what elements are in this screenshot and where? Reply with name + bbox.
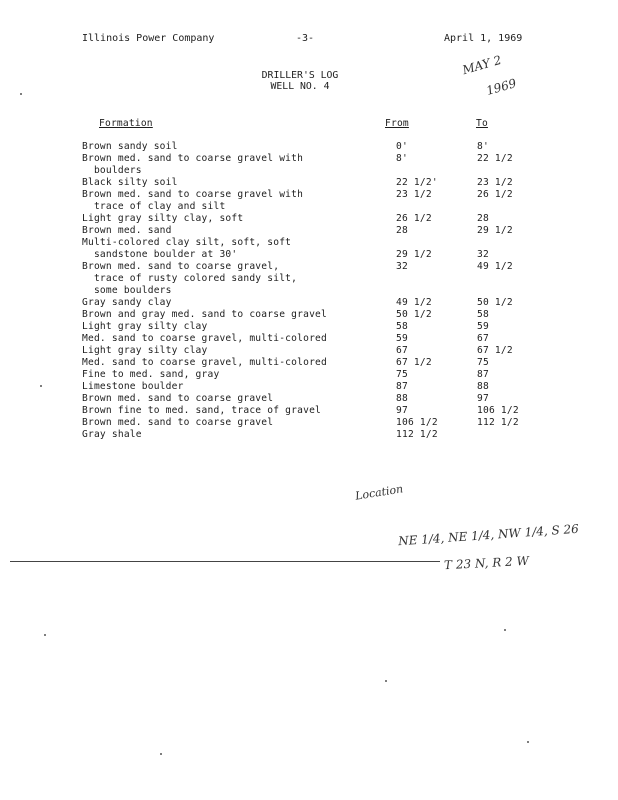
log-row-formation: Fine to med. sand, gray xyxy=(82,369,220,380)
scan-speck xyxy=(20,93,22,95)
log-row-to: 58 xyxy=(477,309,489,320)
scan-speck xyxy=(527,741,529,743)
log-row-formation: Brown med. sand to coarse gravel xyxy=(82,393,274,404)
column-header-formation: Formation xyxy=(99,118,153,129)
log-row-from: 8' xyxy=(396,153,408,164)
log-row-from: 59 xyxy=(396,333,408,344)
log-row-formation: Light gray silty clay xyxy=(82,321,208,332)
log-row-formation: Brown med. sand to coarse gravel xyxy=(82,417,274,428)
log-row-formation: boulders xyxy=(82,165,142,176)
log-row-formation: Black silty soil xyxy=(82,177,178,188)
log-row-from: 97 xyxy=(396,405,408,416)
log-row-formation: Gray sandy clay xyxy=(82,297,172,308)
log-row-to: 67 xyxy=(477,333,489,344)
log-row-formation: Brown med. sand to coarse gravel, xyxy=(82,261,280,272)
log-row-to: 97 xyxy=(477,393,489,404)
log-row-formation: Gray shale xyxy=(82,429,142,440)
log-row-to: 32 xyxy=(477,249,489,260)
log-row-formation: Limestone boulder xyxy=(82,381,184,392)
log-row-formation: Med. sand to coarse gravel, multi-colored xyxy=(82,333,328,344)
log-row-from: 22 1/2' xyxy=(396,177,438,188)
log-row-formation: Light gray silty clay xyxy=(82,345,208,356)
log-row-formation: some boulders xyxy=(82,285,172,296)
log-row-formation: Med. sand to coarse gravel, multi-colored xyxy=(82,357,328,368)
log-row-from: 106 1/2 xyxy=(396,417,438,428)
handwritten-township: T 23 N, R 2 W xyxy=(443,553,530,573)
well-number: WELL NO. 4 xyxy=(270,81,330,92)
log-row-formation: Multi-colored clay silt, soft, soft xyxy=(82,237,292,248)
log-row-formation: Brown and gray med. sand to coarse gravel xyxy=(82,309,328,320)
log-row-to: 59 xyxy=(477,321,489,332)
log-row-formation: Brown fine to med. sand, trace of gravel xyxy=(82,405,322,416)
log-row-to: 8' xyxy=(477,141,489,152)
log-row-from: 29 1/2 xyxy=(396,249,432,260)
handwritten-stamp-line1: MAY 2 xyxy=(460,52,504,78)
column-header-from: From xyxy=(385,118,409,129)
log-row-formation: Light gray silty clay, soft xyxy=(82,213,244,224)
scan-speck xyxy=(160,753,162,755)
log-row-to: 22 1/2 xyxy=(477,153,513,164)
log-row-to: 29 1/2 xyxy=(477,225,513,236)
log-row-from: 112 1/2 xyxy=(396,429,438,440)
log-row-from: 28 xyxy=(396,225,408,236)
scan-speck xyxy=(44,634,46,636)
log-row-to: 106 1/2 xyxy=(477,405,519,416)
log-row-from: 50 1/2 xyxy=(396,309,432,320)
horizontal-rule xyxy=(10,561,440,562)
log-row-to: 112 1/2 xyxy=(477,417,519,428)
log-row-from: 88 xyxy=(396,393,408,404)
page-number: -3- xyxy=(296,33,315,44)
log-row-from: 67 xyxy=(396,345,408,356)
log-title: DRILLER'S LOG xyxy=(261,70,339,81)
handwritten-legal-description: NE 1/4, NE 1/4, NW 1/4, S 26 xyxy=(397,521,580,549)
log-row-formation: trace of rusty colored sandy silt, xyxy=(82,273,298,284)
log-row-formation: trace of clay and silt xyxy=(82,201,226,212)
scan-speck xyxy=(504,629,506,631)
log-row-formation: Brown med. sand xyxy=(82,225,172,236)
log-row-from: 75 xyxy=(396,369,408,380)
scan-speck xyxy=(40,385,42,387)
log-row-to: 88 xyxy=(477,381,489,392)
log-row-to: 87 xyxy=(477,369,489,380)
log-row-from: 26 1/2 xyxy=(396,213,432,224)
log-row-to: 75 xyxy=(477,357,489,368)
log-row-to: 23 1/2 xyxy=(477,177,513,188)
log-row-from: 23 1/2 xyxy=(396,189,432,200)
log-row-from: 67 1/2 xyxy=(396,357,432,368)
log-row-to: 49 1/2 xyxy=(477,261,513,272)
handwritten-location-label: Location xyxy=(354,482,405,503)
log-row-formation: Brown med. sand to coarse gravel with xyxy=(82,189,304,200)
log-row-from: 32 xyxy=(396,261,408,272)
log-row-from: 87 xyxy=(396,381,408,392)
column-header-to: To xyxy=(476,118,488,129)
handwritten-stamp-line2: 1969 xyxy=(484,76,518,98)
log-row-formation: sandstone boulder at 30' xyxy=(82,249,238,260)
log-row-to: 50 1/2 xyxy=(477,297,513,308)
log-row-from: 0' xyxy=(396,141,408,152)
log-row-to: 28 xyxy=(477,213,489,224)
scan-speck xyxy=(385,680,387,682)
company-name: Illinois Power Company xyxy=(82,33,215,44)
log-row-from: 49 1/2 xyxy=(396,297,432,308)
log-row-formation: Brown med. sand to coarse gravel with xyxy=(82,153,304,164)
document-date: April 1, 1969 xyxy=(444,33,523,44)
log-row-from: 58 xyxy=(396,321,408,332)
log-row-to: 67 1/2 xyxy=(477,345,513,356)
log-row-formation: Brown sandy soil xyxy=(82,141,178,152)
log-row-to: 26 1/2 xyxy=(477,189,513,200)
